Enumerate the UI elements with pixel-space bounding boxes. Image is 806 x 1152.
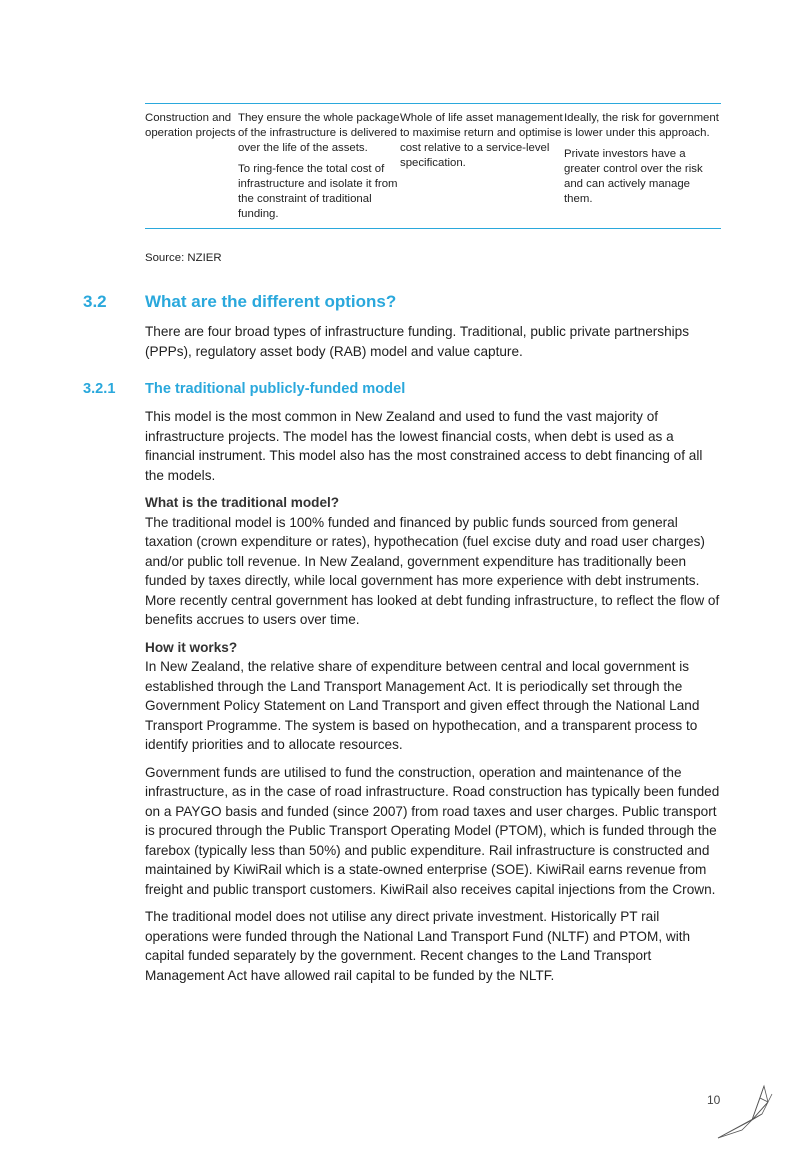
page-number: 10 — [707, 1093, 721, 1107]
cell-text: Whole of life asset management to maximise return and optimise cost relative to a service-level specification. — [400, 112, 563, 169]
table-bottom-rule — [145, 228, 721, 229]
paragraph: In New Zealand, the relative share of expenditure between central and local government is established through the Land Transport Management Act. It is periodically set through the Government Policy Statement on Land Transport and given effect through the National Land Transport Programme. The system is based on hypothecation, and a transparent process to identify priorities and to allocate resources. — [145, 659, 700, 752]
nzier-logo-icon — [712, 1080, 776, 1144]
cell-text: Construction and operation projects — [145, 112, 236, 139]
paragraph: Government funds are utilised to fund the construction, operation and maintenance of the infrastructure, as in the case of road infrastructure. Road construction has typically been funded on a PAYGO basis and funded (since 2007) from road taxes and user charges. Public transport is procured through the Public Transport Operating Model (PTOM), which is funded through the farebox (typically less than 50%) and public expenditure. Rail infrastructure is constructed and maintained by KiwiRail which is a state-owned enterprise (SOE). KiwiRail earns revenue from freight and public transport customers. KiwiRail also receives capital injections from the Crown. — [145, 764, 720, 897]
table-source: Source: NZIER — [145, 252, 222, 264]
subheading: What is the traditional model? — [145, 495, 340, 510]
section-intro — [145, 322, 725, 369]
paragraph: The traditional model is 100% funded and financed by public funds sourced from general taxation (crown expenditure or rates), hypothecation (fuel excise duty and road user charges) and/or public toll revenue. In New Zealand, government expenditure has traditionally been funded by taxes directly, while local government has more experience with debt instruments. More recently central government has looked at debt funding infrastructure, to reflect the flow of benefits accrues to users over time. — [145, 514, 720, 627]
table-row — [145, 104, 721, 228]
comparison-table — [145, 103, 721, 229]
cell-text: Private investors have a greater control over the risk and can actively manage them. — [564, 148, 703, 205]
cell-text: To ring-fence the total cost of infrastructure and isolate it from the constraint of traditional funding. — [238, 163, 398, 220]
paragraph: The traditional model does not utilise any direct private investment. Historically PT rail operations were funded through the National Land Transport Fund (NLTF) and PTOM, with capital funded separately by the government. Recent changes to the Land Transport Management Act have allowed rail capital to be funded by the NLTF. — [145, 909, 691, 983]
table-cell-risk — [564, 111, 721, 222]
paragraph: This model is the most common in New Zealand and used to fund the vast majority of infrastructure projects. The model has the lowest financial costs, when debt is used as a financial instrument. This model also has the most constrained access to debt financing of all the models. — [145, 409, 703, 483]
table-cell-objective — [400, 111, 564, 222]
table-cell-project-type — [145, 111, 238, 222]
cell-text: They ensure the whole package of the infrastructure is delivered over the life of the assets. — [238, 112, 400, 154]
cell-text: Ideally, the risk for government is lower under this approach. — [564, 112, 719, 139]
table-cell-rationale — [238, 111, 400, 222]
subsection-body — [145, 407, 725, 993]
subsection-heading: The traditional publicly-funded model — [145, 381, 406, 397]
subsection-number: 3.2.1 — [83, 381, 116, 397]
subheading: How it works? — [145, 639, 238, 655]
paragraph: There are four broad types of infrastructure funding. Traditional, public private partnerships (PPPs), regulatory asset body (RAB) model and value capture. — [145, 324, 690, 359]
section-heading: What are the different options? — [145, 292, 397, 311]
section-number: 3.2 — [83, 292, 107, 311]
